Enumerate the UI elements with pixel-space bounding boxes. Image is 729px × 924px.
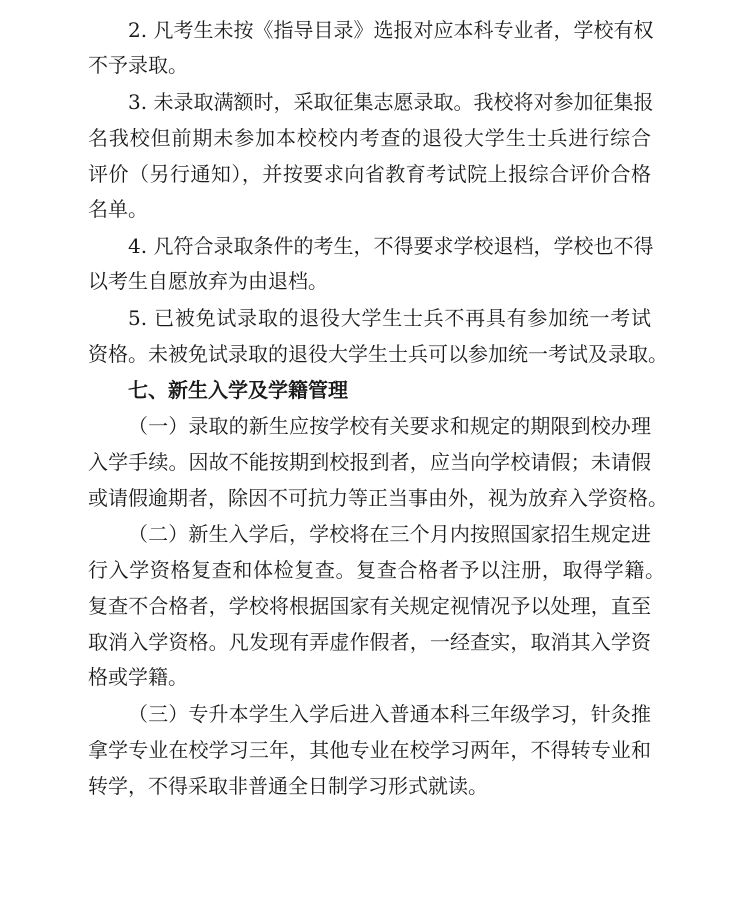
text-line: 5. 已被免试录取的退役大学生士兵不再具有参加统一考试 [128,306,651,330]
text-line: 名单。 [88,197,148,221]
text-line: 不予录取。 [88,53,188,77]
text-line: 3. 未录取满额时，采取征集志愿录取。我校将对参加征集报 [128,90,654,114]
text-line: 以考生自愿放弃为由退档。 [88,269,328,293]
text-line: 转学，不得采取非普通全日制学习形式就读。 [88,774,488,798]
text-line: 或请假逾期者，除因不可抗力等正当事由外，视为放弃入学资格。 [88,486,668,510]
text-line: 4. 凡符合录取条件的考生，不得要求学校退档，学校也不得 [128,234,654,258]
text-line: 复查不合格者，学校将根据国家有关规定视情况予以处理，直至 [88,594,651,618]
text-line: 名我校但前期未参加本校校内考查的退役大学生士兵进行综合 [88,126,651,150]
text-line: （三）专升本学生入学后进入普通本科三年级学习，针灸推 [128,702,651,726]
text-line: 拿学专业在校学习三年，其他专业在校学习两年，不得转专业和 [88,738,651,762]
text-line: 评价（另行通知），并按要求向省教育考试院上报综合评价合格 [88,162,651,186]
text-line: 2. 凡考生未按《指导目录》选报对应本科专业者，学校有权 [128,18,654,42]
text-line: 格或学籍。 [88,665,188,689]
text-line: 行入学资格复查和体检复查。复查合格者予以注册，取得学籍。 [88,558,665,582]
text-line: 入学手续。因故不能按期到校报到者，应当向学校请假；未请假 [88,450,651,474]
section-heading: 七、新生入学及学籍管理 [128,378,348,402]
text-line: （二）新生入学后，学校将在三个月内按照国家招生规定进 [128,522,651,546]
text-line: （一）录取的新生应按学校有关要求和规定的期限到校办理 [128,414,651,438]
text-line: 取消入学资格。凡发现有弄虚作假者，一经查实，取消其入学资 [88,630,651,654]
text-line: 资格。未被免试录取的退役大学生士兵可以参加统一考试及录取。 [88,342,668,366]
